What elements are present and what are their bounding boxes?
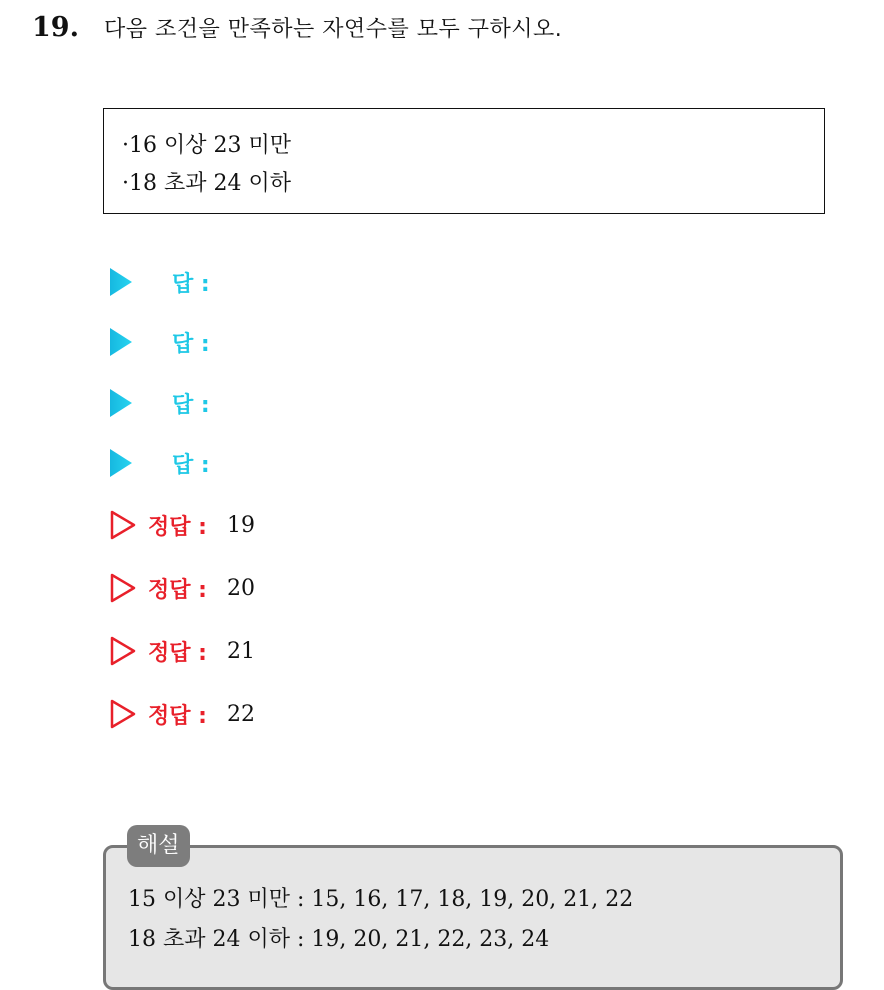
solution-value: 21 (226, 638, 255, 664)
solution-row (110, 694, 255, 734)
outline-arrow-icon (110, 636, 136, 666)
outline-arrow-icon (110, 699, 136, 729)
solution-row (110, 568, 255, 608)
conditions-box (103, 108, 825, 214)
answer-label: 답 : (172, 452, 210, 478)
play-arrow-icon (110, 449, 132, 477)
explanation-box (103, 845, 843, 990)
solution-value: 19 (226, 512, 255, 538)
question-text: 다음 조건을 만족하는 자연수를 모두 구하시오. (104, 17, 563, 42)
solution-label: 정답 : (148, 640, 207, 666)
answer-row (110, 262, 210, 302)
question-number: 19. (32, 12, 79, 43)
solution-label: 정답 : (148, 577, 207, 603)
solution-label: 정답 : (148, 703, 207, 729)
play-arrow-icon (110, 268, 132, 296)
answer-row (110, 443, 210, 483)
explanation-line: 18 초과 24 이하 : 19, 20, 21, 22, 23, 24 (128, 927, 550, 952)
answer-label: 답 : (172, 331, 210, 357)
question-header (32, 12, 562, 43)
play-arrow-icon (110, 389, 132, 417)
explanation-content (128, 880, 633, 960)
solution-value: 20 (226, 575, 255, 601)
solution-value: 22 (226, 701, 255, 727)
outline-arrow-icon (110, 510, 136, 540)
outline-arrow-icon (110, 573, 136, 603)
condition-line: ·16 이상 23 미만 (122, 133, 291, 158)
answer-row (110, 322, 210, 362)
solution-label: 정답 : (148, 514, 207, 540)
solution-row (110, 631, 255, 671)
answer-label: 답 : (172, 392, 210, 418)
answer-row (110, 383, 210, 423)
play-arrow-icon (110, 328, 132, 356)
solution-row (110, 505, 255, 545)
explanation-tag: 해설 (127, 825, 190, 867)
explanation-line: 15 이상 23 미만 : 15, 16, 17, 18, 19, 20, 21, 22 (128, 887, 634, 912)
answer-label: 답 : (172, 271, 210, 297)
condition-line: ·18 초과 24 이하 (122, 171, 291, 196)
